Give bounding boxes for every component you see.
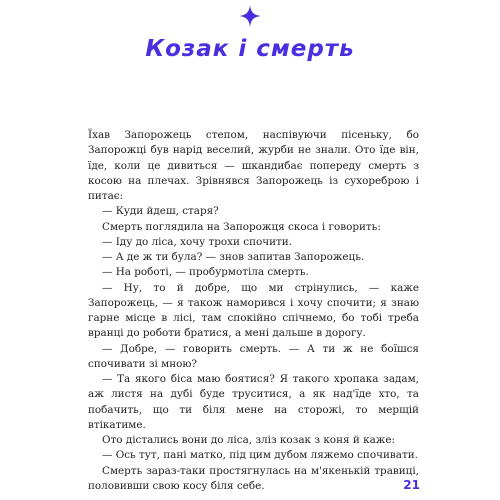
- story-title: Козак і смерть: [145, 36, 355, 62]
- paragraph: — Та якого біса маю боятися? Я такого хропака задам, аж листя на дубі буде труситися, а як над'їде хто, та побачить, що ти біля мене на сторожі, то мерщій втікатиме.: [88, 373, 419, 431]
- paragraph: — Куди йдеш, старя?: [102, 205, 219, 218]
- paragraph: — На роботі, — пробурмотіла смерть.: [102, 266, 309, 279]
- paragraph: Їхав Запорожець степом, наспівуючи пісеньку, бо Запорожці був нарід веселий, журби не знали. Ото їде він, їде, коли це дивиться — шкандибає попереду смерть з косою на плечах. Зрівнявся Запорожець із сухореброю і питає:: [88, 129, 419, 202]
- paragraph: — Добре, — говорить смерть. — А ти ж не боїшся спочивати зі мною?: [88, 342, 419, 370]
- paragraph: — Іду до ліса, хочу трохи спочити.: [102, 235, 293, 248]
- paragraph: Ото дістались вони до ліса, зліз козак з коня й каже:: [102, 434, 395, 446]
- paragraph: — А де ж ти була? — знов запитав Запорожець.: [102, 251, 365, 263]
- page-number: 21: [403, 478, 420, 492]
- paragraph: — Ось тут, пані матко, під цим дубом ляжемо спочивати.: [102, 449, 418, 462]
- story-text: [88, 128, 419, 494]
- paragraph: Смерть поглядила на Запорожця скоса і говорить:: [102, 220, 381, 233]
- paragraph: Смерть зараз-таки простягнулась на м'якенькій травиці, половивши свою косу біля себе.: [88, 464, 419, 492]
- paragraph: — Ну, то й добре, що ми стрінулись, — каже Запорожець, — я також наморився і хочу спочити; я знаю гарне місце в лісі, там спокійно спічнемо, бо тобі треба вранці до роботи братися, а мені дальше в дорогу.: [88, 281, 419, 340]
- four-point-star-icon: [239, 5, 261, 27]
